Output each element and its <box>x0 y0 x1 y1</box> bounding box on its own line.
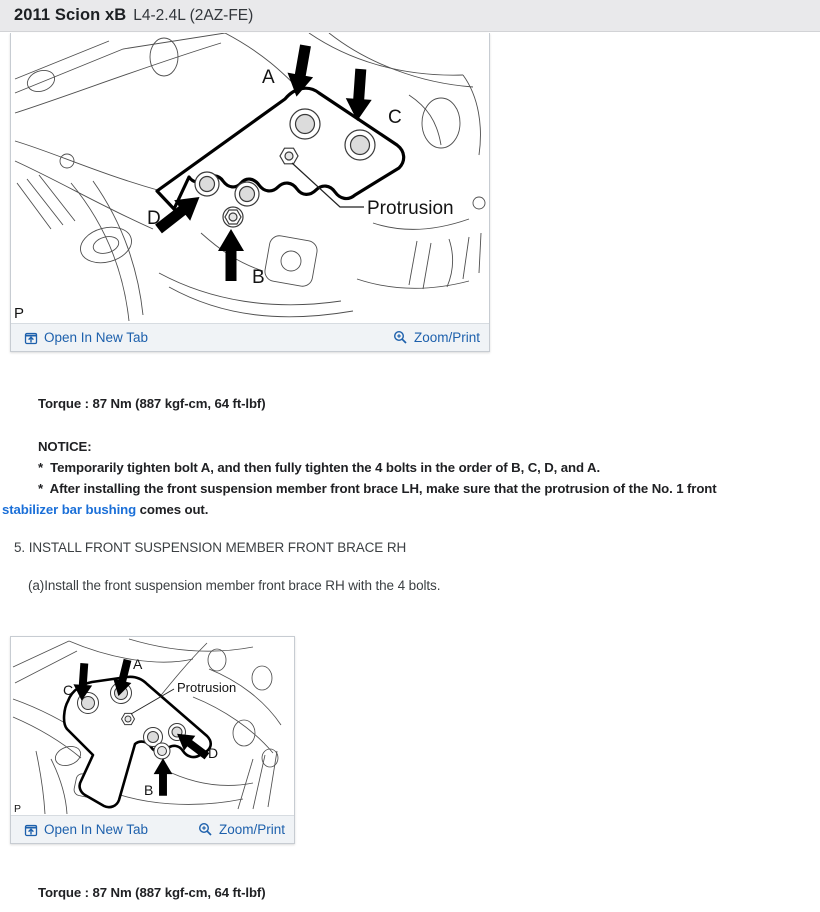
figure2-zoom-print-link[interactable] <box>198 822 285 837</box>
fig2-callout-c-label: C <box>63 682 74 698</box>
fig1-arrow-b <box>218 229 244 281</box>
fig2-arrow-b <box>154 758 173 795</box>
fig2-protrusion-label: Protrusion <box>177 680 237 695</box>
notice-item-1: * Temporarily tighten bolt A, and then fully tighten the 4 bolts in the order of B, C, D, and A. <box>38 460 601 475</box>
figure1-zoom-print-link[interactable] <box>393 330 480 345</box>
notice-heading: NOTICE: <box>38 439 92 454</box>
vehicle-title: 2011 Scion xB <box>14 6 127 24</box>
notice-block <box>2 436 812 520</box>
fig2-callout-b-label: B <box>144 782 154 798</box>
fig1-callout-b-label: B <box>252 267 265 288</box>
notice-item-2-line1: * After installing the front suspension member front brace LH, make sure that the protrusion of the No. 1 front <box>38 481 717 496</box>
open-in-new-tab-icon <box>24 823 38 837</box>
torque-spec-1: Torque : 87 Nm (887 kgf-cm, 64 ft-lbf) <box>38 396 266 411</box>
fig2-callout-a-label: A <box>133 656 143 672</box>
zoom-print-label: Zoom/Print <box>218 822 285 837</box>
figure1-open-in-new-tab-link[interactable] <box>24 330 148 345</box>
figure1-diagram <box>11 33 489 323</box>
open-in-new-tab-icon <box>24 331 38 345</box>
figure2-open-in-new-tab-link[interactable] <box>24 822 148 837</box>
zoom-magnifier-icon <box>198 822 213 837</box>
open-in-new-tab-label: Open In New Tab <box>44 822 149 837</box>
vehicle-header <box>0 0 820 32</box>
engine-subtitle: L4-2.4L (2AZ-FE) <box>133 6 254 24</box>
figure2-toolbar <box>11 815 294 843</box>
open-in-new-tab-label: Open In New Tab <box>44 330 149 345</box>
notice-item-2 <box>2 478 812 520</box>
fig1-corner-p-label: P <box>14 305 25 322</box>
fig1-callout-a-label: A <box>262 67 275 88</box>
figure2-frame <box>10 636 295 844</box>
fig1-protrusion-label: Protrusion <box>367 198 454 219</box>
notice-item-2-tail: comes out. <box>136 502 209 517</box>
torque-spec-2: Torque : 87 Nm (887 kgf-cm, 64 ft-lbf) <box>38 885 266 900</box>
zoom-print-label: Zoom/Print <box>413 330 480 345</box>
stabilizer-bar-bushing-link[interactable]: stabilizer bar bushing <box>2 502 137 517</box>
fig2-corner-p-label: P <box>14 803 22 815</box>
zoom-magnifier-icon <box>393 330 408 345</box>
figure1-frame <box>10 33 490 352</box>
figure2-diagram <box>11 637 294 815</box>
fig1-callout-d-label: D <box>147 208 161 229</box>
fig1-callout-c-label: C <box>388 107 402 128</box>
step5-heading: 5. INSTALL FRONT SUSPENSION MEMBER FRONT BRACE RH <box>14 540 407 555</box>
figure1-toolbar <box>11 323 489 351</box>
fig2-callout-d-label: D <box>208 745 219 761</box>
step5-substep: (a)Install the front suspension member front brace RH with the 4 bolts. <box>28 578 441 593</box>
